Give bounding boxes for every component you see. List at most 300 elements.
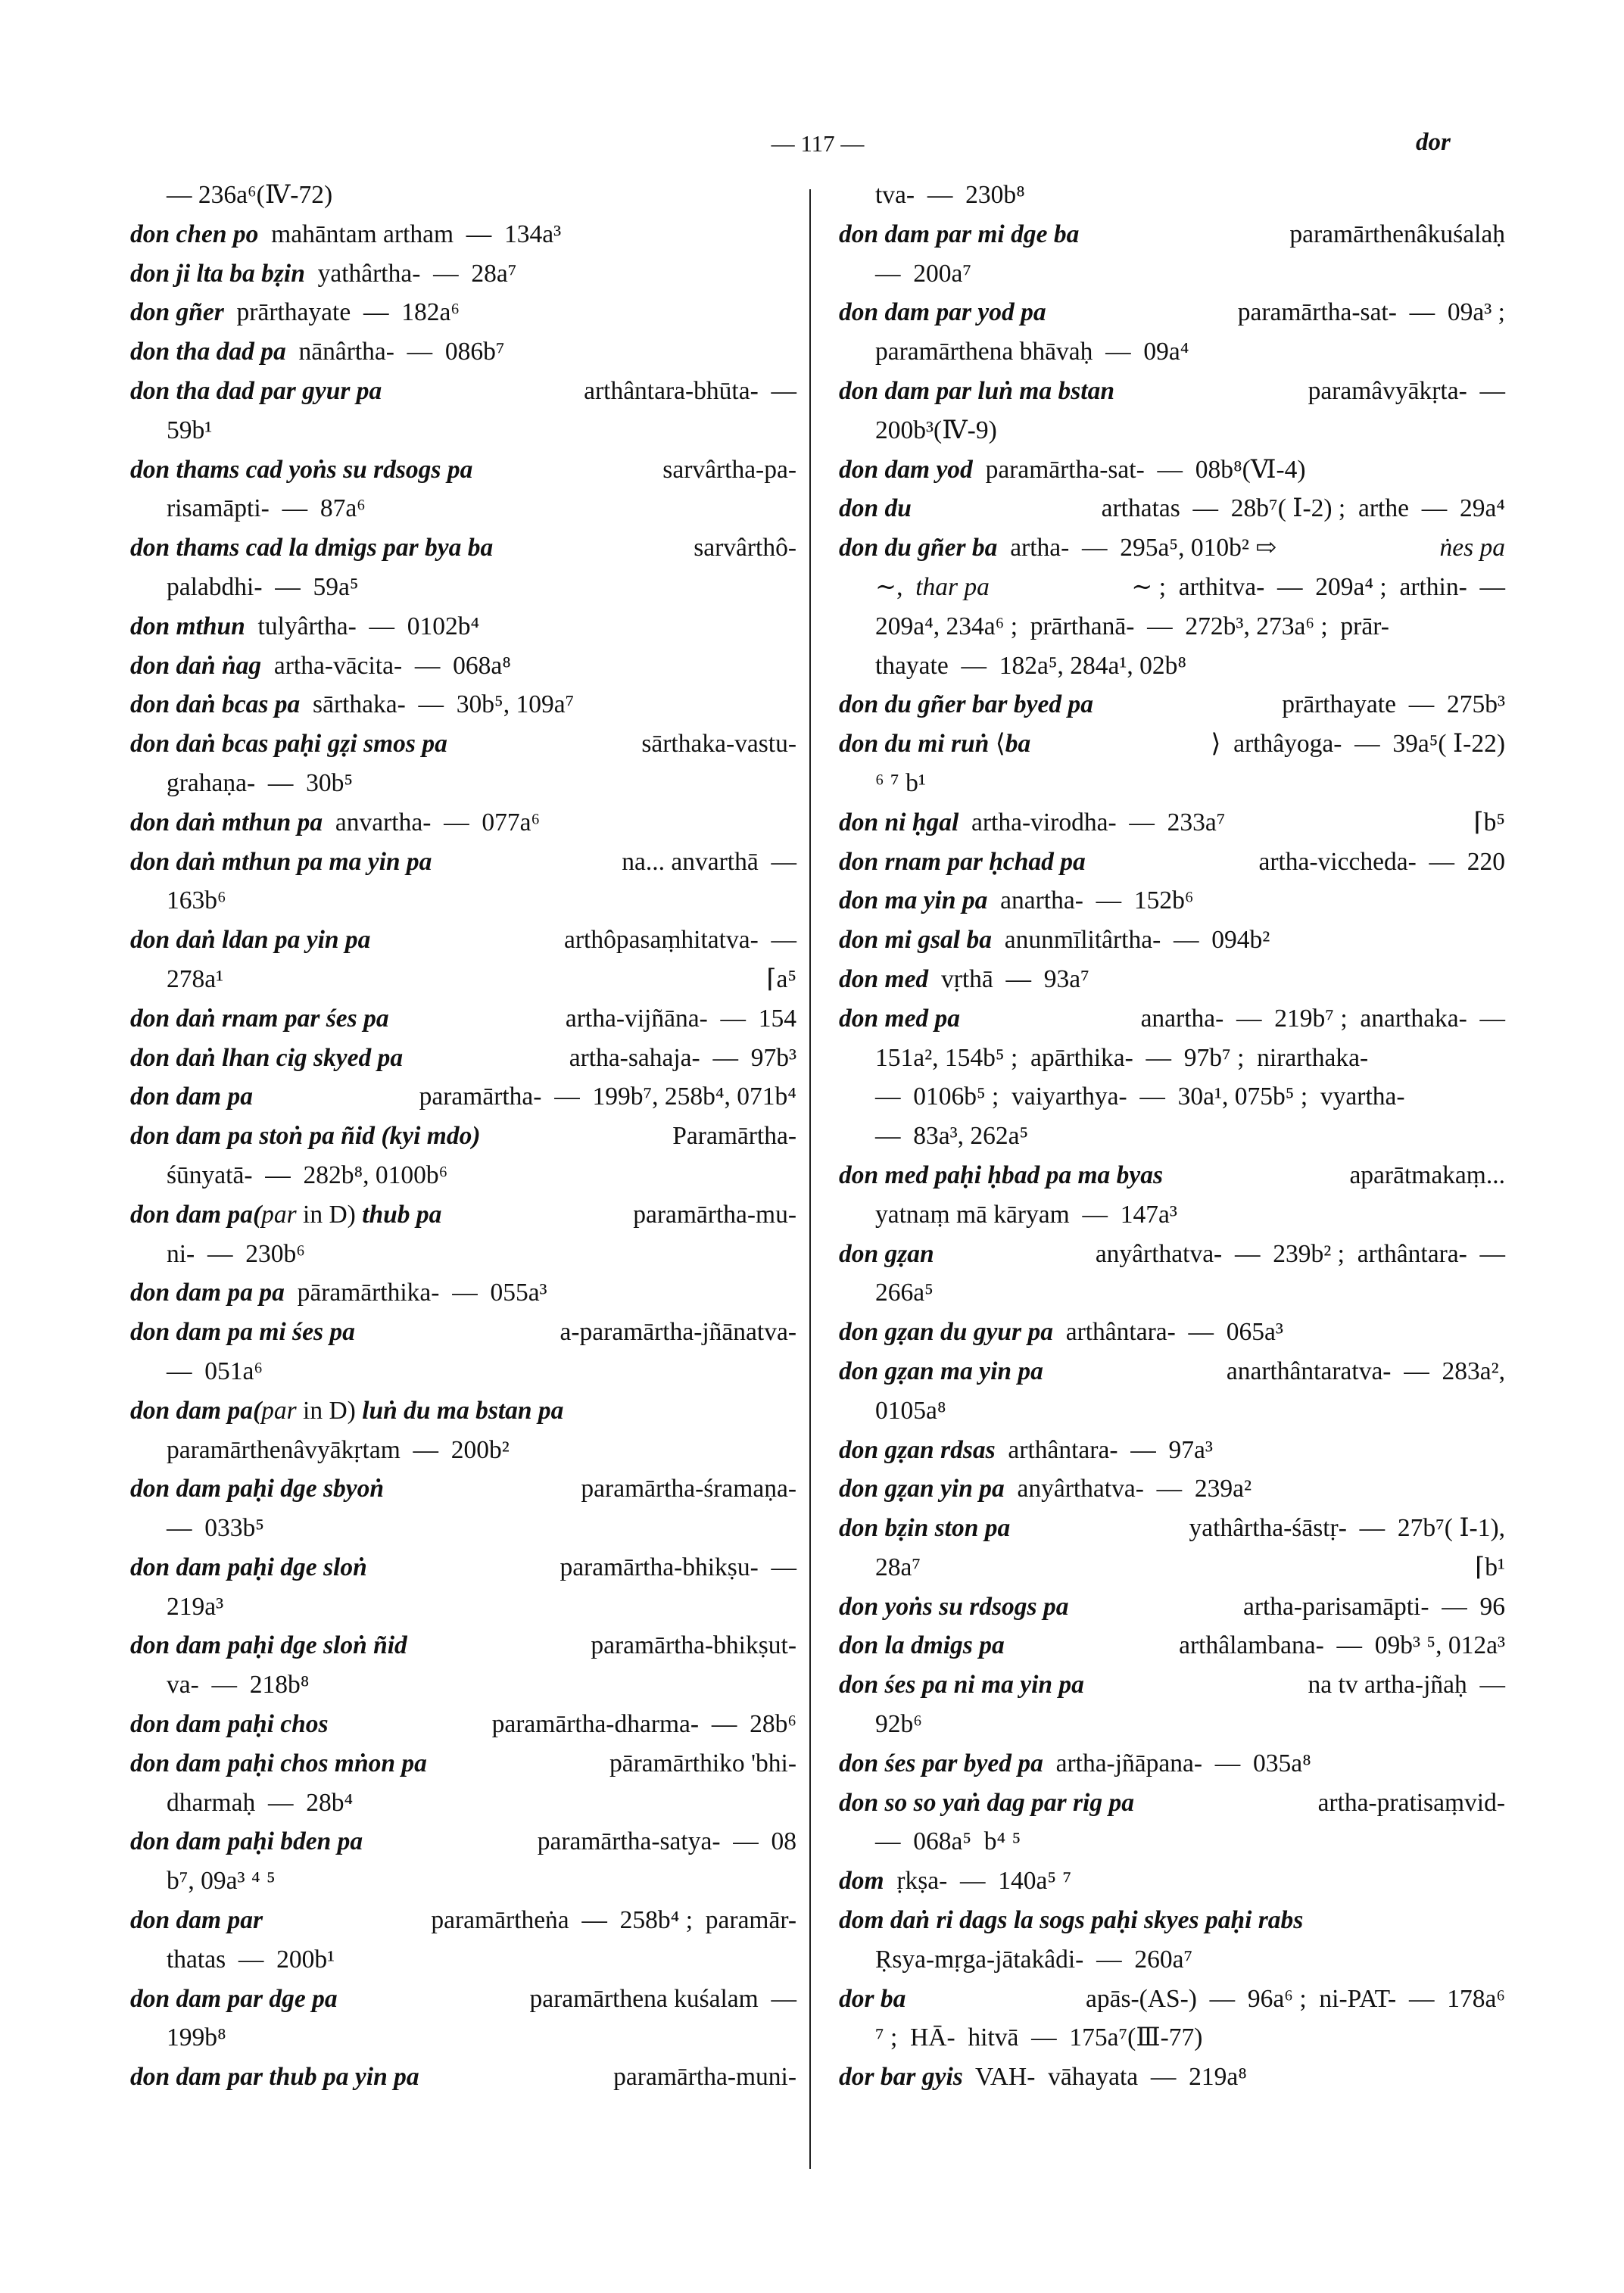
sanskrit-equivalent: arthântara- — 065a³ <box>1052 1318 1283 1347</box>
entry-lead <box>839 1509 1010 1548</box>
sanskrit-equivalent: paramārtha-mu- <box>620 1200 796 1229</box>
sanskrit-equivalent: 199b⁸ <box>167 2024 226 2052</box>
dictionary-entry <box>839 1980 1505 2019</box>
sanskrit-equivalent: grahaṇa- — 30b⁵ <box>167 768 354 797</box>
sanskrit-equivalent: sārthaka- — 30b⁵, 109a⁷ <box>300 690 575 719</box>
dictionary-entry <box>839 843 1505 882</box>
entry-continuation <box>130 411 796 450</box>
sanskrit-equivalent: paramārthenâvyākṛtam — 200b² <box>167 1435 510 1464</box>
sanskrit-equivalent: paramārthena bhāvaḥ — 09a⁴ <box>875 338 1189 366</box>
entry-line-text <box>130 1626 796 1665</box>
dictionary-entry <box>130 1822 796 1862</box>
running-head <box>0 129 1624 167</box>
entry-line-text <box>130 1744 796 1784</box>
tibetan-headword: don mi gsal ba <box>839 926 992 955</box>
sanskrit-equivalent: paramārtha-sat- — 08b⁸(Ⅵ-4) <box>972 455 1306 484</box>
tibetan-headword: don dam pa( <box>130 1200 262 1229</box>
entry-line-text <box>130 2058 796 2097</box>
entry-line-text <box>839 1475 1252 1503</box>
entry-line-text <box>875 769 926 797</box>
entry-line-text <box>167 1240 305 1268</box>
sanskrit-equivalent: 59b¹ <box>167 416 213 444</box>
sanskrit-equivalent: ∼, <box>875 572 916 601</box>
dictionary-entry <box>130 372 796 411</box>
tibetan-headword: dor ba <box>839 1984 906 2013</box>
dictionary-entry <box>130 1313 796 1352</box>
entry-continuation <box>130 176 796 215</box>
entry-continuation <box>839 646 1505 686</box>
tibetan-headword: don thams cad yoṅs su rdsogs pa <box>130 455 473 484</box>
entry-continuation <box>130 764 796 803</box>
sanskrit-equivalent: b⁷, 09a³ ⁴ ⁵ <box>167 1867 276 1896</box>
dictionary-entry <box>130 921 796 960</box>
entry-line-text <box>875 416 997 444</box>
sanskrit-equivalent: ⁷ ; HĀ- hitvā — 175a⁷(Ⅲ-77) <box>875 2024 1203 2052</box>
entry-lead <box>130 999 389 1039</box>
entry-line-text <box>875 1710 922 1738</box>
entry-line-text <box>167 1867 276 1895</box>
tibetan-headword: don dam paḥi chos <box>130 1710 329 1739</box>
entry-continuation <box>839 1117 1505 1156</box>
entry-continuation <box>130 1784 796 1823</box>
entry-line-text <box>130 808 540 837</box>
entry-lead <box>839 685 1093 724</box>
entry-line-text <box>839 1749 1311 1777</box>
entry-line-text <box>839 1867 1071 1895</box>
sanskrit-equivalent: tulyârtha- — 0102b⁴ <box>245 612 480 640</box>
tibetan-headword: don dam paḥi dge sbyoṅ <box>130 1475 385 1503</box>
entry-lead <box>130 2058 419 2097</box>
entry-line-text <box>130 612 479 640</box>
sanskrit-equivalent: na tv artha-jñaḥ — <box>1295 1671 1505 1699</box>
tibetan-headword: don gẓan rdsas <box>839 1435 996 1464</box>
dictionary-entry <box>130 1391 796 1431</box>
sanskrit-equivalent: 0105a⁸ <box>875 1396 946 1425</box>
sanskrit-equivalent: palabdhi- — 59a⁵ <box>167 572 359 601</box>
entry-line-text <box>130 1901 796 1940</box>
entry-line-text <box>130 1039 796 1078</box>
entry-line-text <box>875 1946 1192 1974</box>
entry-continuation <box>839 1273 1505 1313</box>
entry-line-text <box>839 1665 1505 1705</box>
sanskrit-equivalent: a-paramārtha-jñānatva- <box>547 1318 796 1347</box>
entry-continuation <box>839 764 1505 803</box>
dictionary-entry <box>130 450 796 490</box>
tibetan-headword: don ni ḥgal <box>839 808 959 837</box>
entry-line-text <box>130 843 796 882</box>
entry-lead <box>130 1077 253 1117</box>
entry-lead <box>130 1744 427 1784</box>
tibetan-headword: don gẓan du gyur pa <box>839 1318 1053 1347</box>
sanskrit-equivalent: tva- — 230b⁸ <box>875 181 1025 209</box>
sanskrit-equivalent: artha-vijñāna- — 154 <box>553 1004 796 1033</box>
entry-lead <box>839 843 1086 882</box>
entry-continuation <box>839 1705 1505 1744</box>
entry-continuation <box>839 1077 1505 1117</box>
entry-line-text <box>130 260 516 288</box>
sanskrit-equivalent: arthântara- — 97a³ <box>995 1435 1213 1464</box>
tibetan-headword: dor bar gyis <box>839 2063 963 2092</box>
tibetan-headword: don chen po <box>130 220 259 248</box>
sanskrit-equivalent: thatas — 200b¹ <box>167 1945 335 1974</box>
dictionary-entry <box>130 293 796 332</box>
sanskrit-equivalent: — 0106b⁵ ; vaiyarthya- — 30a¹, 075b⁵ ; vyartha- <box>875 1083 1405 1111</box>
tibetan-headword: don la dmigs pa <box>839 1631 1005 1660</box>
entry-continuation <box>130 1509 796 1548</box>
entry-lead <box>839 1980 906 2019</box>
dictionary-entry <box>839 2058 1505 2097</box>
sanskrit-equivalent: apās-(AS-) — 96a⁶ ; ni-PAT- — 178a⁶ <box>1073 1984 1505 2013</box>
dictionary-entry <box>130 803 796 843</box>
entry-continuation <box>130 1235 796 1274</box>
entry-continuation <box>839 1195 1505 1235</box>
sanskrit-equivalent: mahāntam artham — 134a³ <box>258 220 562 248</box>
sanskrit-equivalent: — 236a⁶(Ⅳ-72) <box>167 181 333 209</box>
entry-line-text <box>130 298 460 326</box>
entry-line-text <box>839 1784 1505 1823</box>
entry-line-text <box>130 1822 796 1862</box>
entry-continuation <box>839 1039 1505 1078</box>
entry-line-text <box>130 1397 563 1425</box>
sanskrit-equivalent: vṛthā — 93a⁷ <box>928 964 1089 993</box>
entry-lead <box>839 1587 1068 1627</box>
entry-continuation <box>839 607 1505 646</box>
sanskrit-equivalent: ṛkṣa- — 140a⁵ ⁷ <box>884 1867 1072 1896</box>
entry-line-text <box>130 1980 796 2019</box>
page-number: — 117 — <box>771 130 865 157</box>
sanskrit-equivalent: artha-parisamāpti- — 96 <box>1230 1592 1505 1621</box>
entry-lead <box>130 1313 355 1352</box>
entry-continuation <box>130 568 796 607</box>
dictionary-entry <box>130 1744 796 1784</box>
sanskrit-equivalent: arthatas — 28b⁷( Ⅰ-2) ; arthe — 29a⁴ <box>1088 494 1505 523</box>
entry-continuation <box>130 1587 796 1627</box>
tibetan-headword: don dam paḥi dge sloṅ ñid <box>130 1631 407 1660</box>
entry-line-text <box>875 1077 1505 1117</box>
tibetan-headword: don dam paḥi dge sloṅ <box>130 1553 367 1581</box>
sanskrit-equivalent: 266a⁵ <box>875 1279 934 1307</box>
entry-continuation <box>130 1862 796 1901</box>
entry-continuation <box>839 1548 1505 1587</box>
entry-continuation <box>839 568 1505 607</box>
tibetan-headword: don gñer <box>130 298 224 327</box>
sanskrit-equivalent: prārthayate — 182a⁶ <box>223 298 460 327</box>
entry-line-text <box>130 1117 796 1156</box>
sanskrit-equivalent: va- — 218b⁸ <box>167 1671 310 1699</box>
entry-lead <box>130 1705 329 1744</box>
tibetan-headword: don dam pa mi śes pa <box>130 1318 355 1347</box>
sanskrit-equivalent: 92b⁶ <box>875 1710 922 1739</box>
entry-line-text <box>839 1980 1505 2019</box>
dictionary-entry <box>130 1117 796 1156</box>
entry-lead <box>130 528 493 568</box>
entry-lead <box>130 1469 384 1509</box>
sanskrit-equivalent: artha-jñāpana- — 035a⁸ <box>1043 1749 1311 1777</box>
entry-lead <box>130 843 432 882</box>
dictionary-entry <box>130 685 796 724</box>
entry-line-text <box>839 1352 1505 1391</box>
entry-line-text <box>839 1318 1283 1346</box>
sanskrit-equivalent: artha-sahaja- — 97b³ <box>556 1043 796 1072</box>
sanskrit-equivalent: sarvârthô- <box>681 534 796 562</box>
tibetan-headword: don gẓan yin pa <box>839 1475 1005 1503</box>
tibetan-headword: don tha dad par gyur pa <box>130 376 382 405</box>
sanskrit-equivalent: — 068a⁵ b⁴ ⁵ <box>875 1827 1021 1856</box>
entry-line-text <box>130 450 796 490</box>
entry-line-text <box>130 1548 796 1587</box>
sanskrit-equivalent: thayate — 182a⁵, 284a¹, 02b⁸ <box>875 651 1187 680</box>
entry-line-text <box>130 1279 547 1307</box>
entry-lead <box>839 1665 1084 1705</box>
sanskrit-equivalent: VAH- vāhayata — 219a⁸ <box>962 2063 1247 2092</box>
dictionary-entry <box>130 999 796 1039</box>
entry-lead <box>839 1626 1005 1665</box>
tibetan-headword: don daṅ lhan cig skyed pa <box>130 1043 404 1072</box>
sanskrit-equivalent: ⟩ arthâyoga- — 39a⁵( Ⅰ-22) <box>1211 730 1505 759</box>
dictionary-entry <box>839 1665 1505 1705</box>
tibetan-headword: dom <box>839 1867 884 1896</box>
entry-continuation <box>130 1352 796 1391</box>
sanskrit-equivalent: 219a³ <box>167 1592 224 1621</box>
sanskrit-equivalent: paramārtha-bhikṣu- — <box>547 1553 796 1581</box>
entry-line-text <box>167 181 332 209</box>
entry-lead <box>130 450 472 490</box>
entry-continuation <box>839 176 1505 215</box>
tibetan-headword: don du gñer bar byed pa <box>839 690 1093 719</box>
sanskrit-equivalent: yathârtha-śāstṛ- — 27b⁷( Ⅰ-1), <box>1176 1514 1505 1543</box>
entry-line-text <box>130 338 505 366</box>
tibetan-headword: don dam par luṅ ma bstan <box>839 376 1114 405</box>
dictionary-entry <box>839 489 1505 528</box>
sanskrit-equivalent: paramārtha- — 199b⁷, 258b⁴, 071b⁴ <box>406 1083 796 1111</box>
dictionary-entry <box>130 1273 796 1313</box>
entry-line-text <box>130 220 561 248</box>
entry-line-text <box>875 2024 1202 2052</box>
sanskrit-equivalent: — 033b⁵ <box>167 1514 264 1543</box>
entry-line-text <box>839 456 1306 484</box>
tibetan-headword: don ji lta ba bẓin <box>130 259 305 288</box>
entry-line-text <box>875 1827 1021 1855</box>
entry-line-text <box>875 181 1025 209</box>
italic-term: par <box>261 1396 297 1425</box>
dictionary-entry <box>130 2058 796 2097</box>
entry-lead <box>839 215 1079 254</box>
entry-line-text <box>130 724 796 764</box>
entry-continuation <box>839 2018 1505 2058</box>
entry-line-text <box>839 724 1505 764</box>
dictionary-entry <box>130 646 796 686</box>
dictionary-entry <box>839 1352 1505 1391</box>
tibetan-headword: thub pa <box>362 1200 442 1229</box>
entry-line-text <box>839 1156 1505 1195</box>
entry-line-text <box>130 999 796 1039</box>
entry-line-text <box>839 1626 1505 1665</box>
dictionary-entry <box>839 1509 1505 1548</box>
entry-continuation <box>130 489 796 528</box>
entry-line-text <box>875 607 1505 646</box>
tibetan-headword: don gẓan ma yin pa <box>839 1357 1043 1385</box>
sanskrit-equivalent: nānârtha- — 086b⁷ <box>285 338 505 366</box>
tibetan-headword: ba <box>1005 730 1031 759</box>
sanskrit-equivalent: 151a², 154b⁵ ; apārthika- — 97b⁷ ; nirarthaka- <box>875 1043 1369 1072</box>
tibetan-headword: don du <box>839 494 912 523</box>
sanskrit-equivalent: artha- — 295a⁵, 010b² ⇨ <box>997 534 1283 562</box>
sanskrit-equivalent: risamāpti- — 87a⁶ <box>167 494 366 523</box>
entry-line-text <box>130 652 511 680</box>
sanskrit-equivalent: arthâlambana- — 09b³ ⁵, 012a³ <box>1166 1631 1505 1660</box>
dictionary-entry <box>839 960 1505 999</box>
entry-line-text <box>167 886 226 914</box>
entry-line-text <box>167 1789 353 1817</box>
entry-continuation <box>839 1391 1505 1431</box>
dictionary-entry <box>839 803 1505 843</box>
dictionary-entry <box>839 1862 1505 1901</box>
dictionary-entry <box>130 1469 796 1509</box>
entry-line-text <box>839 215 1505 254</box>
column-divider <box>809 189 811 2169</box>
entry-line-text <box>839 1509 1505 1548</box>
dictionary-entry <box>130 1548 796 1587</box>
entry-continuation <box>130 960 796 999</box>
sanskrit-equivalent: yathârtha- — 28a⁷ <box>304 259 517 288</box>
sanskrit-equivalent: anartha- — 219b⁷ ; anarthaka- — <box>1127 1004 1505 1033</box>
sanskrit-equivalent: anartha- — 152b⁶ <box>987 886 1194 915</box>
entry-line-text <box>875 568 1505 607</box>
entry-line-text <box>167 416 212 444</box>
dictionary-entry <box>839 1587 1505 1627</box>
entry-lead <box>130 1822 363 1862</box>
entry-lead <box>875 568 990 607</box>
entry-continuation <box>130 1431 796 1470</box>
tibetan-headword: don thams cad la dmigs par bya ba <box>130 534 494 562</box>
entry-line-text <box>839 489 1505 528</box>
sanskrit-equivalent: anunmīlitârtha- — 094b² <box>991 926 1270 955</box>
sanskrit-equivalent: paramārthenâkuśalaḥ <box>1276 220 1505 248</box>
sanskrit-equivalent: paramārthena kuśalam — <box>516 1984 796 2013</box>
sanskrit-equivalent: paramārtha-satya- — 08 <box>524 1827 796 1856</box>
entry-continuation <box>839 1940 1505 1980</box>
dictionary-entry <box>839 999 1505 1039</box>
tibetan-headword: don dam yod <box>839 455 973 484</box>
sanskrit-equivalent: — 200a⁷ <box>875 259 972 288</box>
dictionary-entry <box>839 1313 1505 1352</box>
entry-lead <box>839 372 1114 411</box>
right-column <box>839 176 1505 2097</box>
entry-line-text <box>130 690 574 718</box>
tibetan-headword: dom daṅ ri dags la sogs paḥi skyes paḥi rabs <box>839 1906 1304 1935</box>
entry-line-text <box>839 1436 1213 1464</box>
sanskrit-equivalent: paramārtha-sat- — 09a³ ; <box>1224 298 1505 327</box>
sanskrit-equivalent: pāramārthiko 'bhi- <box>597 1749 796 1777</box>
tibetan-headword: don śes par byed pa <box>839 1749 1043 1777</box>
sanskrit-equivalent: artha-vācita- — 068a⁸ <box>261 651 511 680</box>
entry-lead <box>839 1352 1043 1391</box>
sanskrit-equivalent: śūnyatā- — 282b⁸, 0100b⁶ <box>167 1161 448 1189</box>
sanskrit-equivalent: in D) <box>296 1396 363 1425</box>
entry-line-text <box>875 1201 1177 1229</box>
margin-note: ⌈a⁵ <box>766 964 796 993</box>
entry-lead <box>839 1235 934 1274</box>
entry-line-text <box>839 965 1089 993</box>
sanskrit-equivalent: 163b⁶ <box>167 886 226 915</box>
italic-term: par <box>261 1200 297 1229</box>
dictionary-entry <box>130 1901 796 1940</box>
sanskrit-equivalent: prārthayate — 275b³ <box>1269 690 1505 719</box>
entry-line-text <box>839 685 1505 724</box>
sanskrit-equivalent: paramārtha-bhikṣut- <box>578 1631 796 1660</box>
dictionary-entry <box>130 1039 796 1078</box>
dictionary-entry <box>839 1469 1505 1509</box>
dictionary-entry <box>839 1156 1505 1195</box>
entry-lead <box>130 1548 367 1587</box>
entry-continuation <box>839 1822 1505 1862</box>
entry-line-text <box>130 1195 796 1235</box>
entry-lead <box>839 293 1046 332</box>
dictionary-entry <box>130 215 796 254</box>
tibetan-headword: don dam par mi dge ba <box>839 220 1080 248</box>
tibetan-headword: don ma yin pa <box>839 886 988 915</box>
entry-line-text <box>839 999 1505 1039</box>
sanskrit-equivalent: paramārtha-dharma- — 28b⁶ <box>478 1710 796 1739</box>
dictionary-entry <box>839 293 1505 332</box>
sanskrit-equivalent: pāramārthika- — 055a³ <box>284 1279 547 1307</box>
sanskrit-equivalent: — 051a⁶ <box>167 1357 263 1385</box>
sanskrit-equivalent: dharmaḥ — 28b⁴ <box>167 1788 354 1817</box>
entry-continuation <box>130 1665 796 1705</box>
tibetan-headword: don yoṅs su rdsogs pa <box>839 1592 1069 1621</box>
entry-lead <box>839 528 1283 568</box>
tibetan-headword: don dam paḥi chos mṅon pa <box>130 1749 427 1777</box>
dictionary-entry <box>839 724 1505 764</box>
entry-line-text <box>839 843 1505 882</box>
entry-line-text <box>167 965 223 993</box>
dictionary-entry <box>839 528 1505 568</box>
running-headword: dor <box>1416 129 1451 156</box>
entry-line-text <box>839 528 1505 568</box>
sanskrit-equivalent: 209a⁴, 234a⁶ ; prārthanā- — 272b³, 273a⁶ ; prār- <box>875 612 1389 640</box>
dictionary-entry <box>839 881 1505 921</box>
entry-line-text <box>167 1514 264 1542</box>
tibetan-headword: don daṅ rnam par śes pa <box>130 1004 389 1033</box>
dictionary-entry <box>839 685 1505 724</box>
sanskrit-equivalent: anarthântaratva- — 283a², <box>1214 1357 1505 1385</box>
entry-line-text <box>130 1313 796 1352</box>
tibetan-headword: don dam pa pa <box>130 1279 285 1307</box>
sanskrit-equivalent: ⟨ <box>989 730 1005 759</box>
tibetan-headword: don med <box>839 964 929 993</box>
dictionary-entry <box>130 724 796 764</box>
tibetan-headword: don mthun <box>130 612 245 640</box>
sanskrit-equivalent: anvartha- — 077a⁶ <box>323 808 541 837</box>
dictionary-entry <box>839 1431 1505 1470</box>
tibetan-headword: don daṅ ṅag <box>130 651 262 680</box>
entry-continuation <box>839 411 1505 450</box>
tibetan-headword: don tha dad pa <box>130 338 286 366</box>
tibetan-headword: don du gñer ba <box>839 534 998 562</box>
sanskrit-equivalent: 28a⁷ <box>875 1553 921 1581</box>
tibetan-headword: don bẓin ston pa <box>839 1514 1011 1543</box>
sanskrit-equivalent: 200b³(Ⅳ-9) <box>875 416 997 444</box>
entry-line-text <box>839 926 1270 954</box>
sanskrit-equivalent: arthôpasaṃhitatva- — <box>551 926 796 955</box>
entry-line-text <box>167 1671 309 1699</box>
entry-line-text <box>875 1039 1505 1078</box>
sanskrit-equivalent: ∼ ; arthitva- — 209a⁴ ; arthin- — <box>1124 572 1505 601</box>
entry-line-text <box>839 1587 1505 1627</box>
tibetan-headword: don so so yaṅ dag par rig pa <box>839 1788 1134 1817</box>
entry-continuation <box>130 2018 796 2058</box>
sanskrit-equivalent: arthântara-bhūta- — <box>571 376 796 405</box>
